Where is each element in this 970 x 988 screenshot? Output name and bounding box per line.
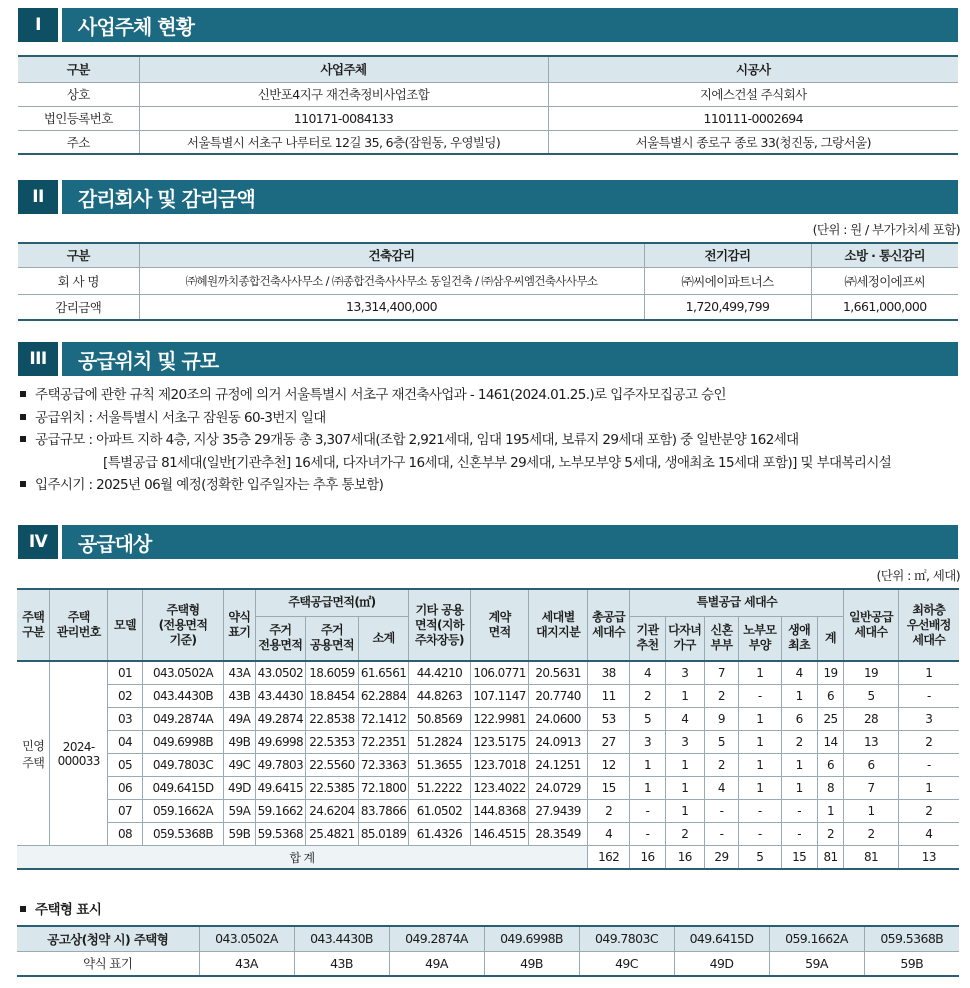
table-cell: 3 <box>665 661 704 685</box>
row-label: 상호 <box>18 82 139 106</box>
header-sp-newlywed: 신혼 부부 <box>704 616 738 661</box>
table-cell: 24.0729 <box>529 777 588 800</box>
table-cell: 1 <box>738 661 781 685</box>
header-contract-area: 계약 면적 <box>470 589 529 661</box>
table-cell: 신반포4지구 재건축정비사업조합 <box>139 82 548 106</box>
table-cell: 12 <box>587 754 630 777</box>
table-cell: 24.1251 <box>529 754 588 777</box>
table-cell: 50.8569 <box>409 708 471 731</box>
table-cell: 7 <box>844 777 898 800</box>
section-2-number: II <box>18 180 62 214</box>
table-cell: - <box>898 754 959 777</box>
table-row <box>17 708 959 731</box>
table-cell: 1 <box>781 754 817 777</box>
table-cell: 1 <box>738 731 781 754</box>
total-row <box>17 846 959 870</box>
table-cell: 08 <box>107 823 142 846</box>
total-cell: 5 <box>738 846 781 870</box>
table-cell: 049.6415D <box>143 777 224 800</box>
table-cell: 13,314,400,000 <box>139 294 644 320</box>
header-housing-type: 주택형 (전용면적 기준) <box>143 589 224 661</box>
header-subtotal: 소계 <box>359 616 409 661</box>
housing-type-cell: 049.7803C <box>579 926 674 951</box>
house-type-cell: 민영 주택 <box>17 661 50 846</box>
table-row <box>17 800 959 823</box>
header-fire-comm: 소방 · 통신감리 <box>811 243 958 267</box>
table-row <box>17 754 959 777</box>
table-cell: 서울특별시 종로구 종로 33(청진동, 그랑서울) <box>548 130 958 154</box>
table-cell: 51.3655 <box>409 754 471 777</box>
note-text: 공급규모 : 아파트 지하 4층, 지상 35층 29개동 총 3,307세대(조합 2,921세대, 임대 195세대, 보류지 29세대 포함) 중 일반분양 162세대 <box>35 432 799 448</box>
header-sp-elderly: 노부모 부양 <box>738 616 781 661</box>
table-cell: - <box>781 823 817 846</box>
table-cell: 19 <box>844 661 898 685</box>
table-row <box>17 731 959 754</box>
header-sp-first-time: 생애 최초 <box>781 616 817 661</box>
supply-notes <box>20 384 891 497</box>
table-cell: 1 <box>665 754 704 777</box>
table-cell: - <box>704 823 738 846</box>
table-cell: 22.5560 <box>305 754 358 777</box>
header-house-type: 주택 구분 <box>17 589 50 661</box>
abbr-cell: 49D <box>674 951 769 976</box>
list-item <box>20 407 891 430</box>
bullet-icon <box>20 414 26 420</box>
note-text: 주택공급에 관한 규칙 제20조의 규정에 의거 서울특별시 서초구 재건축사업과 - 1461(2024.01.25.)로 입주자모집공고 승인 <box>35 387 726 403</box>
table-cell: 43A <box>223 661 255 685</box>
table-row <box>17 661 959 685</box>
header-sp-institution: 기관 추천 <box>630 616 665 661</box>
table-cell: 2 <box>704 754 738 777</box>
table-cell: - <box>630 823 665 846</box>
list-item <box>20 429 891 452</box>
header-special-group: 특별공급 세대수 <box>630 589 844 616</box>
header-other-common: 기타 공용 면적(지하 주차장등) <box>409 589 471 661</box>
abbr-cell: 43B <box>294 951 389 976</box>
section-4-unit: (단위 : ㎡, 세대) <box>876 568 960 583</box>
housing-type-cell: 049.6998B <box>484 926 579 951</box>
table-cell: ㈜씨에이파트너스 <box>644 267 811 294</box>
table-cell: 1 <box>898 777 959 800</box>
table-cell: 1 <box>630 777 665 800</box>
table-cell: 11 <box>587 685 630 708</box>
table-cell: 72.2351 <box>359 731 409 754</box>
table-cell: 2 <box>587 800 630 823</box>
list-item-continued <box>20 452 891 475</box>
header-total-supply: 총공급 세대수 <box>587 589 630 661</box>
table-cell: 1 <box>630 754 665 777</box>
table-cell: 서울특별시 서초구 나루터로 12길 35, 6층(잠원동, 우영빌딩) <box>139 130 548 154</box>
abbr-cell: 43A <box>199 951 294 976</box>
table-cell: 49D <box>223 777 255 800</box>
table-cell: 43.4430 <box>255 685 305 708</box>
table-cell: 1 <box>844 800 898 823</box>
table-cell: 28.3549 <box>529 823 588 846</box>
table-cell: 06 <box>107 777 142 800</box>
section-2-title: 감리회사 및 감리금액 <box>78 186 255 211</box>
total-cell: 16 <box>630 846 665 870</box>
table-cell: 14 <box>817 731 844 754</box>
header-common-area: 주거 공용면적 <box>305 616 358 661</box>
total-cell: 81 <box>817 846 844 870</box>
header-general-supply: 일반공급 세대수 <box>844 589 898 661</box>
list-item <box>20 474 891 497</box>
table-cell: 3 <box>630 731 665 754</box>
table-cell: 44.4210 <box>409 661 471 685</box>
section-1-title: 사업주체 현황 <box>78 14 194 39</box>
table-cell: 83.7866 <box>359 800 409 823</box>
table-cell: 1 <box>781 685 817 708</box>
table-cell: 49.6998 <box>255 731 305 754</box>
table-cell: 5 <box>704 731 738 754</box>
housing-type-cell: 049.6415D <box>674 926 769 951</box>
table-cell: 4 <box>898 823 959 846</box>
table-cell: 9 <box>704 708 738 731</box>
table-cell: 18.8454 <box>305 685 358 708</box>
row-label: 감리금액 <box>18 294 139 320</box>
table-cell: 123.4022 <box>470 777 529 800</box>
table-cell: 1 <box>817 800 844 823</box>
table-cell: 07 <box>107 800 142 823</box>
section-1-number: I <box>18 8 62 42</box>
table-row <box>17 777 959 800</box>
header-sp-multichild: 다자녀 가구 <box>665 616 704 661</box>
housing-type-cell: 059.5368B <box>864 926 959 951</box>
note-text: [특별공급 81세대(일반[기관추천] 16세대, 다자녀가구 16세대, 신혼부부 29세대, 노부모부양 5세대, 생애최초 15세대 포함)] 및 부대복리시설 <box>103 454 892 471</box>
table-cell: 59B <box>223 823 255 846</box>
table-cell: 5 <box>844 685 898 708</box>
total-cell: 15 <box>781 846 817 870</box>
housing-type-cell: 043.4430B <box>294 926 389 951</box>
table-cell: ㈜세정이에프씨 <box>811 267 958 294</box>
table-cell: 43B <box>223 685 255 708</box>
table-cell: 6 <box>844 754 898 777</box>
type-display-title <box>20 898 101 918</box>
table-cell: 049.6998B <box>143 731 224 754</box>
table-cell: 61.4326 <box>409 823 471 846</box>
table-cell: 107.1147 <box>470 685 529 708</box>
header-land-share: 세대별 대지지분 <box>529 589 588 661</box>
total-cell: 162 <box>587 846 630 870</box>
header-sp-sum: 계 <box>817 616 844 661</box>
bullet-icon <box>20 481 26 487</box>
row-label: 법인등록번호 <box>18 106 139 130</box>
note-text: 입주시기 : 2025년 06월 예정(정확한 입주일자는 추후 통보함) <box>35 477 384 493</box>
section-4-header <box>18 525 958 559</box>
section-3-number: III <box>18 342 62 376</box>
type-display-table <box>17 925 959 977</box>
table-cell: 043.4430B <box>143 685 224 708</box>
table-cell: 61.6561 <box>359 661 409 685</box>
table-cell: 1 <box>781 777 817 800</box>
table-cell: 106.0771 <box>470 661 529 685</box>
total-cell: 81 <box>844 846 898 870</box>
supply-target-table <box>17 588 959 870</box>
table-cell: 01 <box>107 661 142 685</box>
table-cell: 43.0502 <box>255 661 305 685</box>
table-cell: 04 <box>107 731 142 754</box>
row-label-housing-type: 공고상(청약 시) 주택형 <box>17 926 199 951</box>
table-cell: 6 <box>817 754 844 777</box>
header-category: 구분 <box>18 56 139 82</box>
table-cell: 049.7803C <box>143 754 224 777</box>
header-top-floor-priority: 최하층 우선배정 세대수 <box>898 589 959 661</box>
row-label: 주소 <box>18 130 139 154</box>
row-label-abbr: 약식 표기 <box>17 951 199 976</box>
abbr-cell: 59A <box>769 951 864 976</box>
table-cell: 38 <box>587 661 630 685</box>
total-cell: 29 <box>704 846 738 870</box>
type-display-title-text: 주택형 표시 <box>35 902 102 918</box>
table-cell: 3 <box>665 731 704 754</box>
housing-type-cell: 043.0502A <box>199 926 294 951</box>
table-cell: 13 <box>844 731 898 754</box>
table-cell: 4 <box>704 777 738 800</box>
header-category: 구분 <box>18 243 139 267</box>
table-cell: 72.1800 <box>359 777 409 800</box>
table-cell: 1 <box>738 754 781 777</box>
table-cell: 144.8368 <box>470 800 529 823</box>
section-3-title: 공급위치 및 규모 <box>78 348 219 373</box>
table-cell: 28 <box>844 708 898 731</box>
table-cell: 2 <box>630 685 665 708</box>
section-4-title: 공급대상 <box>78 531 152 556</box>
table-cell: 22.5353 <box>305 731 358 754</box>
table-cell: 059.5368B <box>143 823 224 846</box>
table-cell: 05 <box>107 754 142 777</box>
table-cell: 4 <box>665 708 704 731</box>
table-cell: - <box>630 800 665 823</box>
table-cell: 72.3363 <box>359 754 409 777</box>
table-cell: 59.1662 <box>255 800 305 823</box>
abbr-cell: 49B <box>484 951 579 976</box>
row-label: 회 사 명 <box>18 267 139 294</box>
total-cell: 13 <box>898 846 959 870</box>
section-2-header <box>18 180 958 214</box>
header-area-group: 주택공급면적(㎡) <box>255 589 408 616</box>
section-1-header <box>18 8 958 42</box>
table-cell: 53 <box>587 708 630 731</box>
table-cell: - <box>704 800 738 823</box>
section-4-number: IV <box>18 525 62 559</box>
table-cell: 15 <box>587 777 630 800</box>
table-cell: 1 <box>665 777 704 800</box>
table-cell: 18.6059 <box>305 661 358 685</box>
table-cell: - <box>781 800 817 823</box>
table-cell: 059.1662A <box>143 800 224 823</box>
table-row <box>17 685 959 708</box>
table-cell: ㈜혜원까치종합건축사사무소 / ㈜종합건축사사무소 동일건축 / ㈜삼우씨엠건축사사무소 <box>139 267 644 294</box>
table-cell: - <box>898 685 959 708</box>
table-cell: 4 <box>587 823 630 846</box>
total-cell: 16 <box>665 846 704 870</box>
list-item <box>20 384 891 407</box>
table-cell: 51.2222 <box>409 777 471 800</box>
table-cell: 02 <box>107 685 142 708</box>
table-cell: 2 <box>844 823 898 846</box>
table-cell: 110111-0002694 <box>548 106 958 130</box>
business-entity-table <box>18 55 958 155</box>
table-cell: 5 <box>630 708 665 731</box>
table-row <box>17 823 959 846</box>
abbr-cell: 49A <box>389 951 484 976</box>
table-cell: 25.4821 <box>305 823 358 846</box>
table-cell: 6 <box>817 685 844 708</box>
table-cell: 49C <box>223 754 255 777</box>
table-cell: 49A <box>223 708 255 731</box>
header-electrical: 전기감리 <box>644 243 811 267</box>
table-cell: 2 <box>898 731 959 754</box>
table-cell: 59A <box>223 800 255 823</box>
table-cell: 043.0502A <box>143 661 224 685</box>
housing-type-cell: 049.2874A <box>389 926 484 951</box>
header-mgmt-no: 주택 관리번호 <box>50 589 107 661</box>
header-model: 모델 <box>107 589 142 661</box>
table-cell: 122.9981 <box>470 708 529 731</box>
table-cell: - <box>738 800 781 823</box>
table-cell: 51.2824 <box>409 731 471 754</box>
table-cell: 61.0502 <box>409 800 471 823</box>
table-cell: 49.2874 <box>255 708 305 731</box>
table-cell: 2 <box>781 731 817 754</box>
table-cell: 1 <box>738 777 781 800</box>
table-cell: 123.5175 <box>470 731 529 754</box>
table-cell: 72.1412 <box>359 708 409 731</box>
table-cell: 62.2884 <box>359 685 409 708</box>
header-business-entity: 사업주체 <box>139 56 548 82</box>
table-cell: 22.5385 <box>305 777 358 800</box>
table-cell: 59.5368 <box>255 823 305 846</box>
bullet-icon <box>20 436 26 442</box>
table-cell: 2 <box>817 823 844 846</box>
section-3-header <box>18 342 958 376</box>
table-cell: 85.0189 <box>359 823 409 846</box>
note-text: 공급위치 : 서울특별시 서초구 잠원동 60-3번지 일대 <box>35 409 326 426</box>
table-cell: 27.9439 <box>529 800 588 823</box>
table-cell: 1 <box>898 661 959 685</box>
table-cell: 19 <box>817 661 844 685</box>
table-cell: 49.6415 <box>255 777 305 800</box>
table-cell: 8 <box>817 777 844 800</box>
table-cell: 24.0913 <box>529 731 588 754</box>
table-cell: 2 <box>665 823 704 846</box>
table-cell: - <box>738 823 781 846</box>
table-cell: 24.0600 <box>529 708 588 731</box>
housing-type-cell: 059.1662A <box>769 926 864 951</box>
table-cell: 2 <box>704 685 738 708</box>
table-cell: 44.8263 <box>409 685 471 708</box>
mgmt-no-cell: 2024- 000033 <box>50 661 107 846</box>
table-cell: 4 <box>781 661 817 685</box>
table-cell: 123.7018 <box>470 754 529 777</box>
total-label: 합 계 <box>17 846 587 870</box>
abbr-cell: 59B <box>864 951 959 976</box>
table-cell: 2 <box>898 800 959 823</box>
header-architecture: 건축감리 <box>139 243 644 267</box>
table-cell: 3 <box>898 708 959 731</box>
table-cell: 6 <box>781 708 817 731</box>
section-2-unit: (단위 : 원 / 부가가치세 포함) <box>812 222 960 237</box>
table-cell: 20.7740 <box>529 685 588 708</box>
table-cell: 1 <box>665 685 704 708</box>
supervision-table <box>18 242 958 321</box>
bullet-icon <box>20 906 26 912</box>
table-cell: 049.2874A <box>143 708 224 731</box>
table-cell: 110171-0084133 <box>139 106 548 130</box>
table-cell: 1 <box>665 800 704 823</box>
table-cell: 1,661,000,000 <box>811 294 958 320</box>
table-cell: 20.5631 <box>529 661 588 685</box>
table-cell: 7 <box>704 661 738 685</box>
table-cell: 146.4515 <box>470 823 529 846</box>
header-abbr: 약식 표기 <box>223 589 255 661</box>
table-cell: 24.6204 <box>305 800 358 823</box>
table-cell: - <box>738 685 781 708</box>
table-cell: 지에스건설 주식회사 <box>548 82 958 106</box>
bullet-icon <box>20 391 26 397</box>
table-cell: 1 <box>738 708 781 731</box>
table-cell: 49B <box>223 731 255 754</box>
table-cell: 25 <box>817 708 844 731</box>
header-constructor: 시공사 <box>548 56 958 82</box>
header-exclusive-area: 주거 전용면적 <box>255 616 305 661</box>
abbr-cell: 49C <box>579 951 674 976</box>
table-cell: 27 <box>587 731 630 754</box>
table-cell: 03 <box>107 708 142 731</box>
table-cell: 49.7803 <box>255 754 305 777</box>
table-cell: 4 <box>630 661 665 685</box>
table-cell: 22.8538 <box>305 708 358 731</box>
table-cell: 1,720,499,799 <box>644 294 811 320</box>
